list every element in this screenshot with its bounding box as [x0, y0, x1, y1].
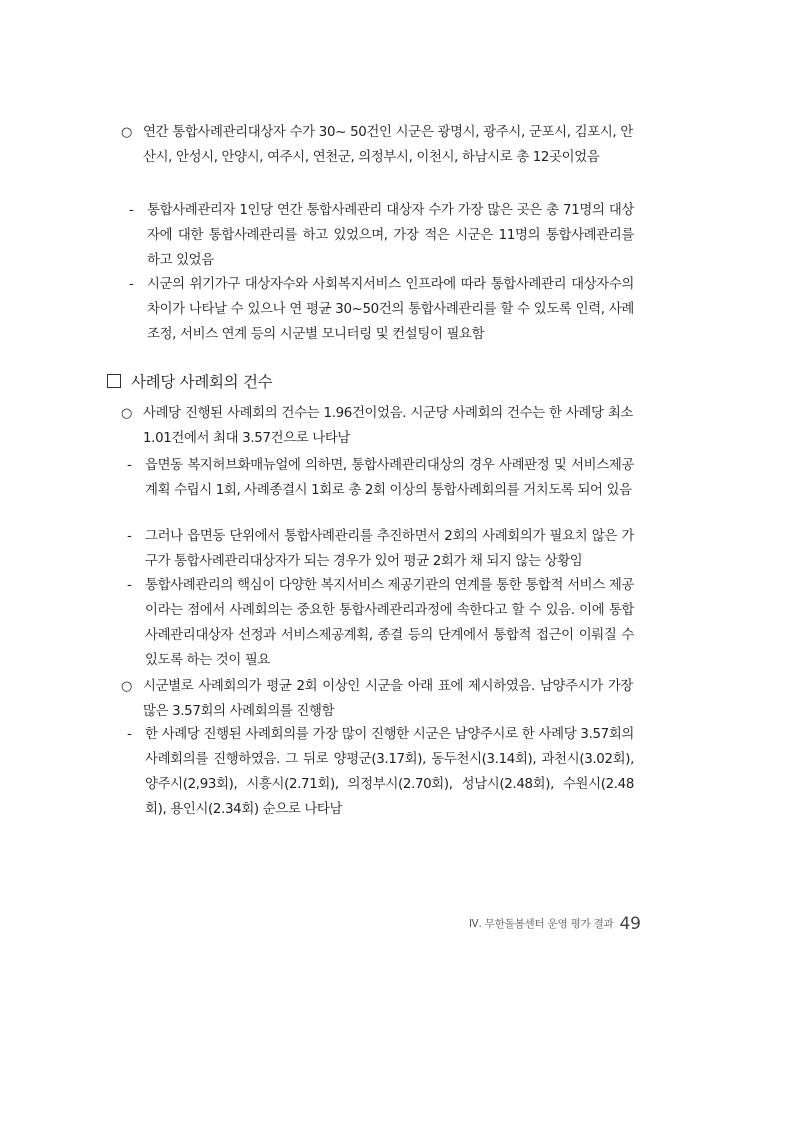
page-footer	[469, 914, 641, 934]
dash-marker: -	[127, 727, 132, 742]
circle-marker: ○	[121, 679, 132, 694]
dash-marker: -	[127, 458, 132, 473]
checkbox-square-icon	[107, 374, 121, 388]
section-heading	[107, 370, 272, 394]
dash-marker: -	[127, 529, 132, 544]
bullet-item	[121, 120, 633, 170]
dash-item	[129, 198, 634, 273]
bullet-item	[121, 401, 633, 451]
dash-text: 시군의 위기가구 대상자수와 사회복지서비스 인프라에 따라 통합사례관리 대상자수의 차이가 나타날 수 있으나 연 평균 30~50건의 통합사례관리를 할 수 있도록 인력, 사례조정, 서비스 연계 등의 시군별 모니터링 및 컨설팅이 필요함	[147, 277, 634, 342]
circle-marker: ○	[121, 125, 132, 140]
bullet-text: 시군별로 사례회의가 평균 2회 이상인 시군을 아래 표에 제시하였음. 남양주시가 가장 많은 3.57회의 사례회의를 진행함	[143, 679, 633, 719]
circle-marker: ○	[121, 406, 132, 421]
page-number: 49	[619, 914, 641, 934]
dash-marker: -	[127, 578, 132, 593]
dash-text: 통합사례관리의 핵심이 다양한 복지서비스 제공기관의 연계를 통한 통합적 서비스 제공이라는 점에서 사례회의는 중요한 통합사례관리과정에 속한다고 할 수 있음. 이에 통합사례관리대상자 선정과 서비스제공계획, 종결 등의 단계에서 통합적 접근이 이뤄질 수 있도록 하는 것이 필요	[145, 578, 634, 668]
section-title: 사례당 사례회의 건수	[131, 373, 273, 391]
dash-item	[127, 722, 634, 822]
bullet-item	[121, 674, 633, 724]
dash-text: 그러나 읍면동 단위에서 통합사례관리를 추진하면서 2회의 사례회의가 필요치 않은 가구가 통합사례관리대상자가 되는 경우가 있어 평균 2회가 채 되지 않는 상황임	[145, 529, 634, 569]
dash-item	[127, 573, 634, 673]
dash-marker: -	[129, 203, 134, 218]
footer-chapter-title: Ⅳ. 무한돌봄센터 운영 평가 결과	[469, 918, 614, 930]
bullet-text: 연간 통합사례관리대상자 수가 30~ 50건인 시군은 광명시, 광주시, 군포시, 김포시, 안산시, 안성시, 안양시, 여주시, 연천군, 의정부시, 이천시, 하남시로 총 12곳이었음	[143, 125, 633, 165]
dash-text: 읍면동 복지허브화매뉴얼에 의하면, 통합사례관리대상의 경우 사례판정 및 서비스제공계획 수립시 1회, 사례종결시 1회로 총 2회 이상의 통합사례회의를 거치도록 되어 있음	[145, 458, 634, 498]
dash-marker: -	[129, 277, 134, 292]
dash-item	[129, 272, 634, 347]
bullet-text: 사례당 진행된 사례회의 건수는 1.96건이었음. 시군당 사례회의 건수는 한 사례당 최소 1.01건에서 최대 3.57건으로 나타남	[143, 406, 633, 446]
dash-text: 한 사례당 진행된 사례회의를 가장 많이 진행한 시군은 남양주시로 한 사례당 3.57회의 사례회의를 진행하였음. 그 뒤로 양평군(3.17회), 동두천시(3.14회), 과천시(3.02회), 양주시(2,93회), 시흥시(2.71회), 의정부시(2.70회), 성남시(2.48회), 수원시(2.48회), 용인시(2.34회) 순으로 나타남	[145, 727, 634, 817]
dash-text: 통합사례관리자 1인당 연간 통합사례관리 대상자 수가 가장 많은 곳은 총 71명의 대상자에 대한 통합사례관리를 하고 있었으며, 가장 적은 시군은 11명의 통합사례관리를 하고 있었음	[147, 203, 634, 268]
dash-item	[127, 524, 634, 574]
dash-item	[127, 453, 634, 503]
